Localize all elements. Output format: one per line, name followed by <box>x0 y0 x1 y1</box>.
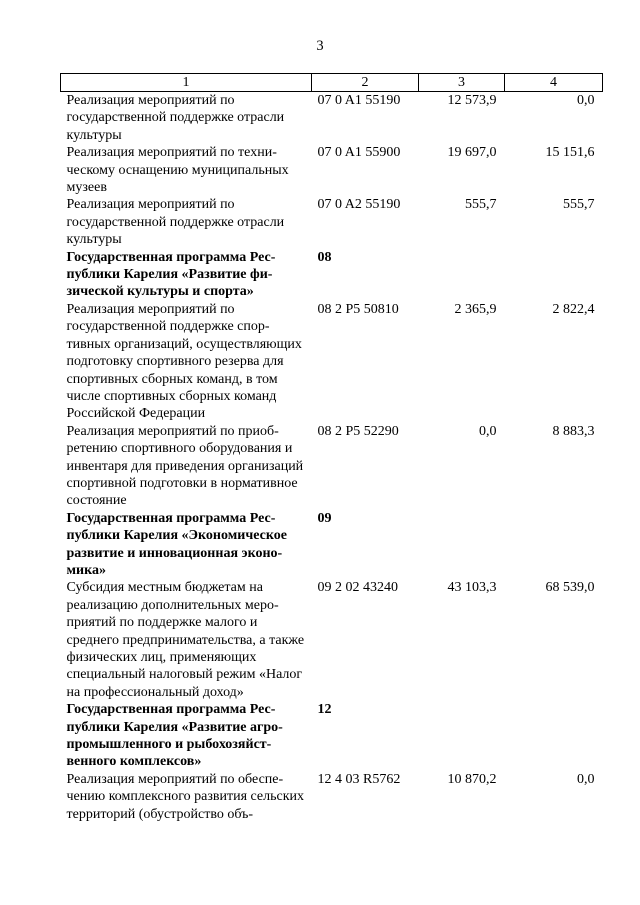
row-value-2022: 0,0 <box>577 771 595 787</box>
column-header-1: 1 <box>61 74 312 92</box>
row-value-2021 <box>419 510 505 580</box>
row-name: Реализация мероприятий по приобретению спортивного оборудования и инвентаря для приведения организаций спортивной подготовки в нормативное состояние <box>66 423 304 509</box>
table-header <box>61 74 603 92</box>
row-value-2021: 19 697,0 <box>447 145 497 161</box>
row-value-2022: 8 883,3 <box>552 423 595 439</box>
row-code: 09 <box>317 510 332 526</box>
row-code: 07 0 A2 55190 <box>317 197 401 213</box>
column-header-4: 4 <box>505 74 603 92</box>
row-code: 12 <box>317 702 332 718</box>
row-value-2022: 2 822,4 <box>552 301 595 317</box>
table-row <box>61 579 603 701</box>
row-name: Субсидия местным бюджетам на реализацию дополнительных мероприятий по поддержке малого и среднего предпринимательства, а также физических лиц, применяющих специальный налоговый режим «Налог на профессиональный доход» <box>66 580 305 700</box>
table-body <box>61 92 603 824</box>
row-name: Реализация мероприятий по государственной поддержке отрасли культуры <box>66 197 285 248</box>
row-code: 08 <box>317 249 332 265</box>
program-row <box>61 701 603 771</box>
row-code: 07 0 A1 55900 <box>317 145 401 161</box>
column-header-3: 3 <box>419 74 505 92</box>
row-value-2021: 0,0 <box>479 423 497 439</box>
row-name: Государственная программа Республики Карелия «Экономическое развитие и инновационная экономика» <box>66 510 287 578</box>
row-value-2021: 2 365,9 <box>454 301 497 317</box>
table-row <box>61 423 603 510</box>
row-code: 12 4 03 R5762 <box>317 771 401 787</box>
page-number: 3 <box>316 38 324 54</box>
row-code: 08 2 P5 52290 <box>317 423 399 439</box>
table-row <box>61 771 603 823</box>
row-name: Государственная программа Республики Карелия «Развитие агропромышленного и рыбохозяйственного комплексов» <box>66 702 283 770</box>
table-row <box>61 196 603 248</box>
row-code: 08 2 P5 50810 <box>317 301 399 317</box>
row-value-2022 <box>505 510 603 580</box>
row-value-2022: 68 539,0 <box>545 580 595 596</box>
table-row <box>61 301 603 423</box>
row-value-2021: 43 103,3 <box>447 580 497 596</box>
budget-table <box>60 73 603 823</box>
row-value-2021: 10 870,2 <box>447 771 497 787</box>
program-row <box>61 510 603 580</box>
row-name: Государственная программа Республики Карелия «Развитие физической культуры и спорта» <box>66 249 276 300</box>
row-code: 07 0 A1 55190 <box>317 93 401 108</box>
table-row <box>61 92 603 145</box>
row-name: Реализация мероприятий по обеспечению комплексного развития сельских территорий (обустройство объ- <box>66 771 305 822</box>
row-value-2022: 15 151,6 <box>545 145 595 161</box>
row-value-2021: 555,7 <box>465 197 497 213</box>
row-name: Реализация мероприятий по государственной поддержке спортивных организаций, осуществляющих подготовку спортивного резерва для спортивных сборных команд, в том числе спортивных сборных команд Российской Федерации <box>66 301 302 422</box>
row-value-2021: 12 573,9 <box>447 93 497 108</box>
table-row <box>61 144 603 196</box>
row-value-2021 <box>419 701 505 771</box>
row-name: Реализация мероприятий по государственной поддержке отрасли культуры <box>66 93 285 143</box>
row-value-2022: 555,7 <box>563 197 595 213</box>
program-row <box>61 249 603 301</box>
column-header-2: 2 <box>312 74 419 92</box>
row-value-2022: 0,0 <box>577 93 595 108</box>
row-value-2021 <box>419 249 505 301</box>
row-value-2022 <box>505 249 603 301</box>
row-code: 09 2 02 43240 <box>317 580 398 596</box>
row-name: Реализация мероприятий по техническому оснащению муниципальных музеев <box>66 145 289 196</box>
row-value-2022 <box>505 701 603 771</box>
